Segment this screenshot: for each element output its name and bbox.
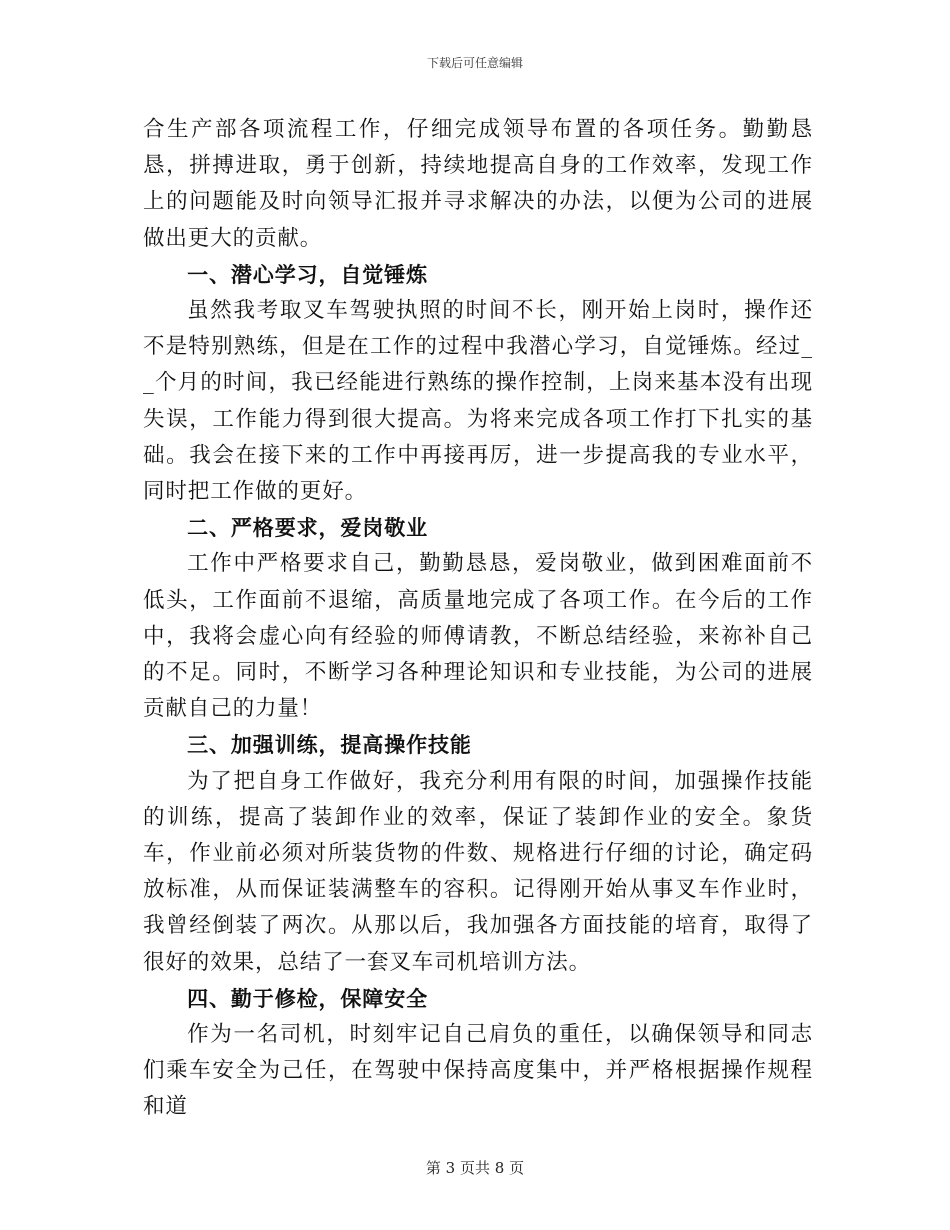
section-3 xyxy=(143,727,813,980)
section-paragraph: 作为一名司机，时刻牢记自己肩负的重任，以确保领导和同志们乘车安全为己任，在驾驶中保持高度集中，并严格根据操作规程和道 xyxy=(143,1022,813,1120)
section-4 xyxy=(143,981,813,1126)
section-heading: 四、勤于修检，保障安全 xyxy=(187,986,428,1011)
section-paragraph: 为了把自身工作做好，我充分利用有限的时间，加强操作技能的训练，提高了装卸作业的效率，保证了装卸作业的安全。象货车，作业前必须对所装货物的件数、规格进行仔细的讨论，确定码放标准，从而保证装满整车的容积。记得刚开始从事叉车作业时，我曾经倒装了两次。从那以后，我加强各方面技能的培育，取得了很好的效果，总结了一套叉车司机培训方法。 xyxy=(143,768,813,975)
page-header: 下载后可任意编辑 xyxy=(426,56,523,70)
section-heading: 二、严格要求，爱岗敬业 xyxy=(187,516,428,541)
section-paragraph: 工作中严格要求自己，勤勤恳恳，爱岗敬业，做到困难面前不低头，工作面前不退缩，高质量地完成了各项工作。在今后的工作中，我将会虚心向有经验的师傅请教，不断总结经验，来祢补自己的不足。同时，不断学习各种理论知识和专业技能，为公司的进展贡献自己的力量！ xyxy=(143,551,813,722)
section-heading: 一、潜心学习，自觉锤炼 xyxy=(187,262,428,287)
document-body xyxy=(143,112,813,1126)
page-number: 第 3 页共 8 页 xyxy=(425,1159,525,1177)
continuation-paragraph: 合生产部各项流程工作，仔细完成领导布置的各项任务。勤勤恳恳，拼搏进取，勇于创新，持续地提高自身的工作效率，发现工作上的问题能及时向领导汇报并寻求解决的办法，以便为公司的进展做出更大的贡献。 xyxy=(143,117,813,251)
section-1 xyxy=(143,257,813,510)
section-2 xyxy=(143,510,813,727)
section-heading: 三、加强训练，提高操作技能 xyxy=(187,733,472,758)
section-paragraph: 虽然我考取叉车驾驶执照的时间不长，刚开始上岗时，操作还不是特别熟练，但是在工作的过程中我潜心学习，自觉锤炼。经过__个月的时间，我已经能进行熟练的操作控制，上岗来基本没有出现失误，工作能力得到很大提高。为将来完成各项工作打下扎实的基础。我会在接下来的工作中再接再厉，进一步提高我的专业水平，同时把工作做的更好。 xyxy=(143,298,813,505)
